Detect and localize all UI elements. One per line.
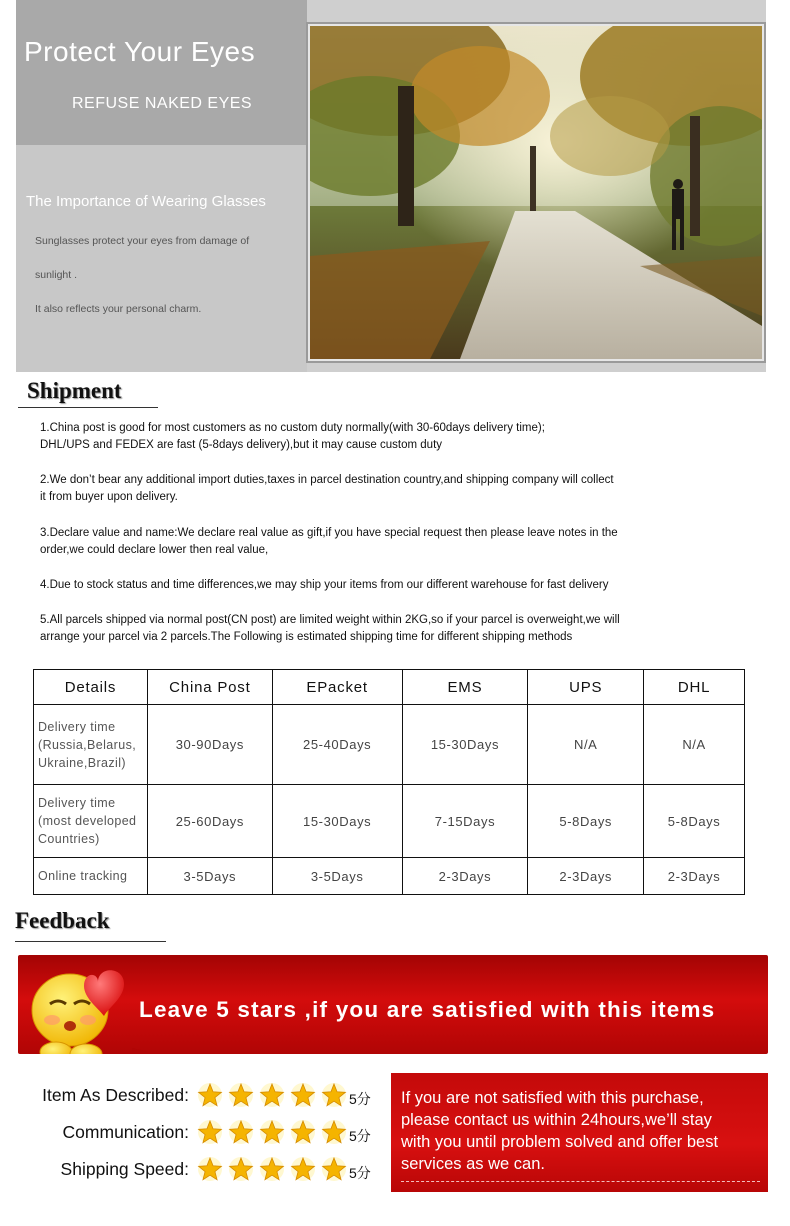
- rating-label: Item As Described:: [42, 1085, 189, 1105]
- table-header-cell: UPS: [528, 670, 644, 705]
- hero-banner: [16, 0, 766, 372]
- row-label-line: Ukraine,Brazil): [38, 755, 126, 770]
- row-label-line: Delivery time: [38, 796, 116, 810]
- rating-row: [18, 1118, 393, 1148]
- table-cell: 15-30Days: [402, 705, 528, 785]
- importance-line: sunlight .: [35, 269, 78, 281]
- policy-line: arrange your parcel via 2 parcels.The Following is estimated shipping time for different shipping methods: [40, 631, 573, 643]
- table-cell: 2-3Days: [644, 858, 745, 895]
- policy-line: 3.Declare value and name:We declare real value as gift,if you have special request then please leave notes in the: [40, 527, 618, 539]
- table-cell: N/A: [644, 705, 745, 785]
- row-label: [34, 858, 148, 895]
- shipment-point-2: [40, 472, 750, 506]
- five-star-rating: [196, 1081, 348, 1109]
- row-label-line: (most developed: [38, 814, 137, 828]
- rating-score: 5分: [349, 1165, 371, 1181]
- importance-panel: [16, 145, 307, 372]
- policy-line: DHL/UPS and FEDEX are fast (5-8days delivery),but it may cause custom duty: [40, 439, 443, 451]
- notice-text: [401, 1087, 763, 1175]
- policy-line: order,we could declare lower then real value,: [40, 544, 269, 556]
- shipment-point-4: [40, 577, 750, 594]
- importance-line: Sunglasses protect your eyes from damage of: [35, 235, 250, 247]
- notice-line: If you are not satisfied with this purchase,: [401, 1089, 704, 1107]
- shipment-heading: Shipment: [27, 378, 122, 403]
- row-label-line: Countries): [38, 832, 100, 846]
- shipment-point-1: [40, 420, 750, 454]
- rating-row: [18, 1081, 393, 1111]
- banner-message: Leave 5 stars ,if you are satisfied with this items: [139, 997, 716, 1022]
- hero-title: Protect Your Eyes: [24, 36, 256, 67]
- feedback-divider: [15, 941, 166, 942]
- table-cell: N/A: [528, 705, 644, 785]
- table-row: [34, 785, 745, 858]
- autumn-park-photo: [306, 22, 766, 363]
- policy-line: 1.China post is good for most customers as no custom duty normally(with 30-60days delivery time);: [40, 422, 545, 434]
- table-cell: 3-5Days: [147, 858, 272, 895]
- notice-line: with you until problem solved and offer best: [401, 1133, 719, 1151]
- rating-score: 5分: [349, 1091, 371, 1107]
- rating-label: Shipping Speed:: [60, 1159, 189, 1179]
- five-star-rating: [196, 1118, 348, 1146]
- table-cell: 30-90Days: [147, 705, 272, 785]
- importance-line: It also reflects your personal charm.: [35, 303, 202, 315]
- table-cell: 2-3Days: [528, 858, 644, 895]
- row-label-line: (Russia,Belarus,: [38, 737, 137, 752]
- row-label: [34, 785, 148, 858]
- satisfaction-notice: [391, 1073, 768, 1192]
- rating-score: 5分: [349, 1128, 371, 1144]
- five-star-rating: [196, 1155, 348, 1183]
- table-row: [34, 705, 745, 785]
- hero-subtitle: REFUSE NAKED EYES: [72, 95, 253, 112]
- table-header-cell: DHL: [644, 670, 745, 705]
- rating-label: Communication:: [62, 1122, 189, 1142]
- feedback-heading: Feedback: [15, 908, 110, 933]
- shipment-point-5: [40, 612, 750, 646]
- table-header-cell: Details: [34, 670, 148, 705]
- table-cell: 3-5Days: [272, 858, 402, 895]
- notice-line: services as we can.: [401, 1155, 545, 1173]
- row-label: [34, 705, 148, 785]
- shipping-time-table: [33, 669, 745, 895]
- table-cell: 2-3Days: [402, 858, 528, 895]
- importance-title: The Importance of Wearing Glasses: [26, 193, 266, 210]
- shipment-point-3: [40, 525, 750, 559]
- policy-line: 5.All parcels shipped via normal post(CN post) are limited weight within 2KG,so if your parcel is overweight,we will: [40, 614, 620, 626]
- table-cell: 25-40Days: [272, 705, 402, 785]
- row-label-line: Online tracking: [38, 869, 128, 883]
- notice-line: please contact us within 24hours,we’ll stay: [401, 1111, 712, 1129]
- table-header-cell: EPacket: [272, 670, 402, 705]
- rating-row: [18, 1155, 393, 1185]
- table-header-cell: EMS: [402, 670, 528, 705]
- table-header-row: [34, 670, 745, 705]
- table-cell: 7-15Days: [402, 785, 528, 858]
- policy-line: it from buyer upon delivery.: [40, 491, 178, 503]
- table-cell: 5-8Days: [644, 785, 745, 858]
- table-cell: 15-30Days: [272, 785, 402, 858]
- policy-line: 2.We don’t bear any additional import duties,taxes in parcel destination country,and shipping company will collect: [40, 474, 614, 486]
- hero-title-panel: [16, 0, 307, 145]
- row-label-line: Delivery time: [38, 719, 116, 734]
- park-photo-illustration: [310, 26, 762, 359]
- ratings-panel: [18, 1054, 393, 1218]
- table-header-cell: China Post: [147, 670, 272, 705]
- policy-line: 4.Due to stock status and time differences,we may ship your items from our different warehouse for fast delivery: [40, 579, 609, 591]
- table-cell: 5-8Days: [528, 785, 644, 858]
- shipment-divider: [18, 407, 158, 408]
- table-row: [34, 858, 745, 895]
- table-cell: 25-60Days: [147, 785, 272, 858]
- notice-divider: [401, 1181, 760, 1182]
